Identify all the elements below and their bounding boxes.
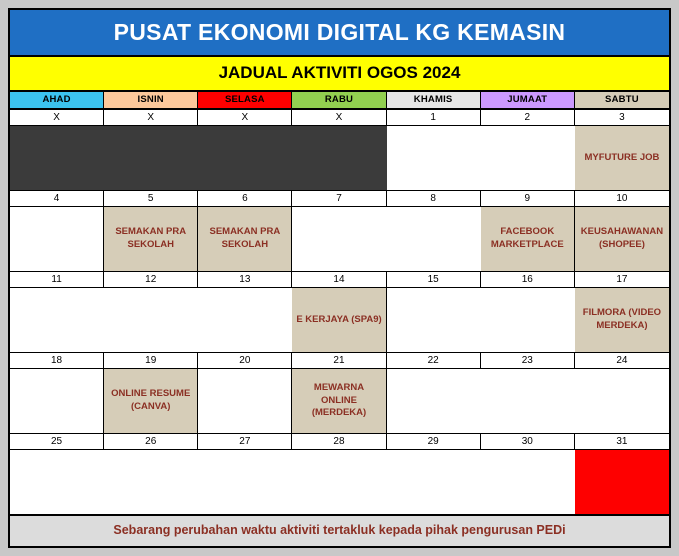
event-cell-semakan-pra-sekolah: SEMAKAN PRA SEKOLAH	[198, 207, 292, 271]
date-cell: 22	[387, 352, 481, 369]
event-cell-e-kerjaya-spa9: E KERJAYA (SPA9)	[292, 288, 386, 352]
date-cell: 19	[104, 352, 198, 369]
event-cell-semakan-pra-sekolah: SEMAKAN PRA SEKOLAH	[104, 207, 198, 271]
day-header-jumaat: JUMAAT	[481, 92, 575, 109]
calendar-grid	[10, 92, 669, 514]
event-cell-empty	[292, 207, 480, 271]
date-cell: 11	[10, 271, 104, 288]
date-cell: 18	[10, 352, 104, 369]
event-cell-online-resume-canva: ONLINE RESUME (CANVA)	[104, 369, 198, 433]
date-row	[10, 352, 669, 369]
date-cell: X	[292, 109, 386, 126]
date-cell: 30	[481, 433, 575, 450]
date-cell: 24	[575, 352, 669, 369]
date-cell: 16	[481, 271, 575, 288]
event-cell-empty	[387, 288, 575, 352]
date-cell: 1	[387, 109, 481, 126]
page-title: PUSAT EKONOMI DIGITAL KG KEMASIN	[10, 10, 669, 57]
date-cell: 15	[387, 271, 481, 288]
date-cell: 6	[198, 190, 292, 207]
date-row	[10, 433, 669, 450]
date-row	[10, 109, 669, 126]
day-of-week-header-row	[10, 92, 669, 109]
date-cell: 26	[104, 433, 198, 450]
schedule-subtitle: JADUAL AKTIVITI OGOS 2024	[10, 57, 669, 92]
event-cell-filmora-video-merdeka: FILMORA (VIDEO MERDEKA)	[575, 288, 669, 352]
day-header-rabu: RABU	[292, 92, 386, 109]
event-cell-blocked	[10, 126, 387, 190]
date-cell: X	[10, 109, 104, 126]
day-header-selasa: SELASA	[198, 92, 292, 109]
event-cell-keusahawanan-shopee: KEUSAHAWANAN (SHOPEE)	[575, 207, 669, 271]
event-cell-highlight	[575, 450, 669, 514]
event-cell-myfuture-job: MYFUTURE JOB	[575, 126, 669, 190]
event-row	[10, 369, 669, 433]
day-header-khamis: KHAMIS	[387, 92, 481, 109]
date-cell: 31	[575, 433, 669, 450]
poster-frame	[8, 8, 671, 548]
date-cell: X	[198, 109, 292, 126]
date-cell: 5	[104, 190, 198, 207]
date-cell: 2	[481, 109, 575, 126]
date-cell: 17	[575, 271, 669, 288]
event-cell-empty	[387, 369, 669, 433]
date-cell: 8	[387, 190, 481, 207]
date-cell: 29	[387, 433, 481, 450]
date-cell: 27	[198, 433, 292, 450]
event-cell-empty	[198, 369, 292, 433]
event-cell-mewarna-online-merdeka: MEWARNA ONLINE (MERDEKA)	[292, 369, 386, 433]
date-cell: 20	[198, 352, 292, 369]
event-cell-empty	[387, 126, 575, 190]
date-cell: X	[104, 109, 198, 126]
date-row	[10, 271, 669, 288]
date-cell: 13	[198, 271, 292, 288]
date-cell: 9	[481, 190, 575, 207]
event-cell-facebook-marketplace: FACEBOOK MARKETPLACE	[481, 207, 575, 271]
day-header-sabtu: SABTU	[575, 92, 669, 109]
event-cell-empty	[10, 450, 575, 514]
day-header-isnin: ISNIN	[104, 92, 198, 109]
date-row	[10, 190, 669, 207]
date-cell: 23	[481, 352, 575, 369]
day-header-ahad: AHAD	[10, 92, 104, 109]
event-row	[10, 288, 669, 352]
event-cell-empty	[10, 369, 104, 433]
date-cell: 28	[292, 433, 386, 450]
date-cell: 10	[575, 190, 669, 207]
footer-note: Sebarang perubahan waktu aktiviti tertakluk kepada pihak pengurusan PEDi	[10, 514, 669, 546]
date-cell: 7	[292, 190, 386, 207]
event-cell-empty	[10, 288, 292, 352]
date-cell: 25	[10, 433, 104, 450]
date-cell: 3	[575, 109, 669, 126]
date-cell: 12	[104, 271, 198, 288]
date-cell: 14	[292, 271, 386, 288]
date-cell: 21	[292, 352, 386, 369]
event-row	[10, 450, 669, 514]
event-row	[10, 207, 669, 271]
event-cell-empty	[10, 207, 104, 271]
date-cell: 4	[10, 190, 104, 207]
event-row	[10, 126, 669, 190]
